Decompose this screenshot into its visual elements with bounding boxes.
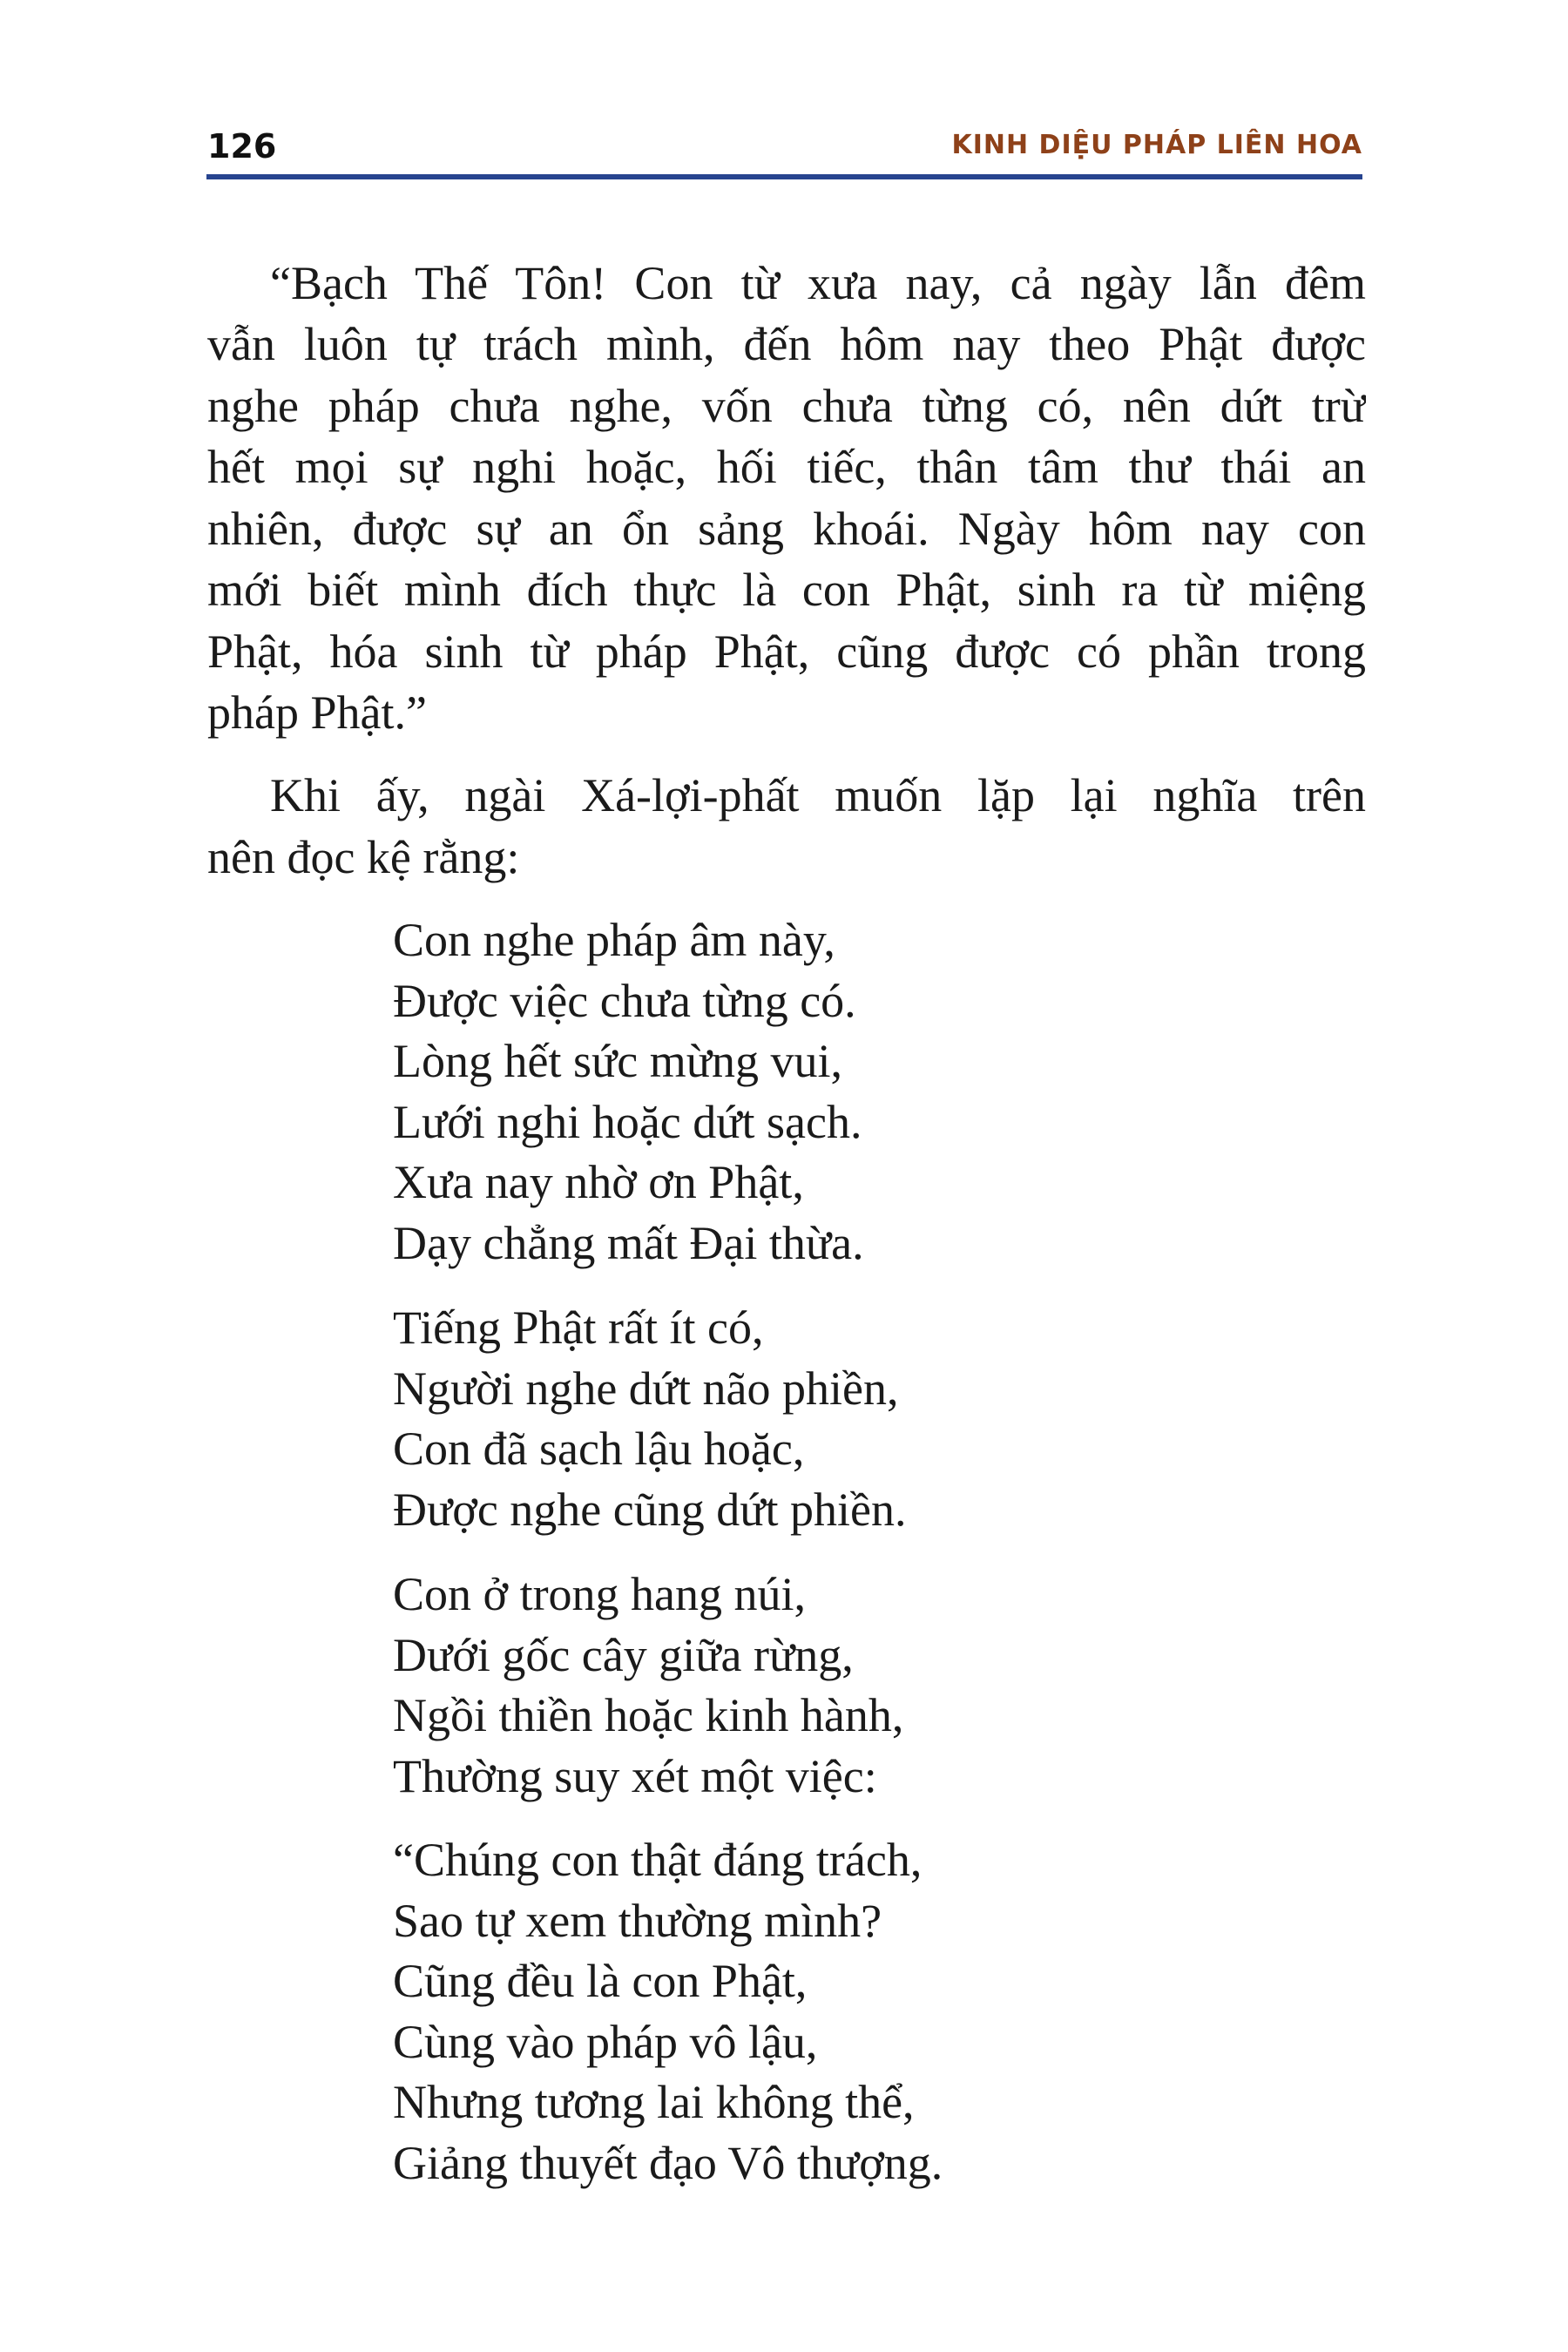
verse-line: Sao tự xem thường mình? [393,1895,882,1947]
verse-line: Xưa nay nhờ ơn Phật, [393,1156,804,1208]
verse-line: Ngồi thiền hoặc kinh hành, [393,1689,904,1741]
verse-line: “Chúng con thật đáng trách, [393,1834,923,1886]
text-line: hết mọi sự nghi hoặc, hối tiếc, thân tâm thư thái an [207,441,1366,493]
verse-line: Con ở trong hang núi, [393,1568,807,1620]
verse-line: Dưới gốc cây giữa rừng, [393,1629,854,1681]
page-number: 126 [207,127,277,166]
text-line: Phật, hóa sinh từ pháp Phật, cũng được có phần trong [207,625,1366,678]
text-line: mới biết mình đích thực là con Phật, sinh ra từ miệng [207,564,1366,616]
verse-line: Thường suy xét một việc: [393,1750,877,1802]
text-line: “Bạch Thế Tôn! Con từ xưa nay, cả ngày lẫn đêm [270,257,1366,309]
verse-line: Lòng hết sức mừng vui, [393,1035,842,1087]
verse-line: Lưới nghi hoặc dứt sạch. [393,1096,862,1148]
verse-line: Dạy chẳng mất Đại thừa. [393,1217,864,1269]
verse-line: Giảng thuyết đạo Vô thượng. [393,2137,943,2189]
verse-line: Được nghe cũng dứt phiền. [393,1484,907,1536]
running-title: KINH DIỆU PHÁP LIÊN HOA [951,130,1362,160]
verse-line: Nhưng tương lai không thể, [393,2076,915,2128]
verse-line: Tiếng Phật rất ít có, [393,1301,764,1354]
verse-line: Cũng đều là con Phật, [393,1955,808,2007]
verse-line: Con đã sạch lậu hoặc, [393,1423,805,1475]
text-line: nên đọc kệ rằng: [207,831,520,883]
header-rule [206,174,1362,179]
verse-line: Người nghe dứt não phiền, [393,1362,899,1415]
verse-line: Được việc chưa từng có. [393,975,856,1027]
verse-line: Cùng vào pháp vô lậu, [393,2016,818,2068]
text-line: pháp Phật.” [207,686,427,739]
text-line: Khi ấy, ngài Xá-lợi-phất muốn lặp lại nghĩa trên [270,769,1366,821]
text-line: nghe pháp chưa nghe, vốn chưa từng có, nên dứt trừ [207,380,1366,432]
text-line: nhiên, được sự an ổn sảng khoái. Ngày hôm nay con [207,503,1366,555]
text-line: vẫn luôn tự trách mình, đến hôm nay theo Phật được [207,318,1366,370]
verse-line: Con nghe pháp âm này, [393,914,835,966]
